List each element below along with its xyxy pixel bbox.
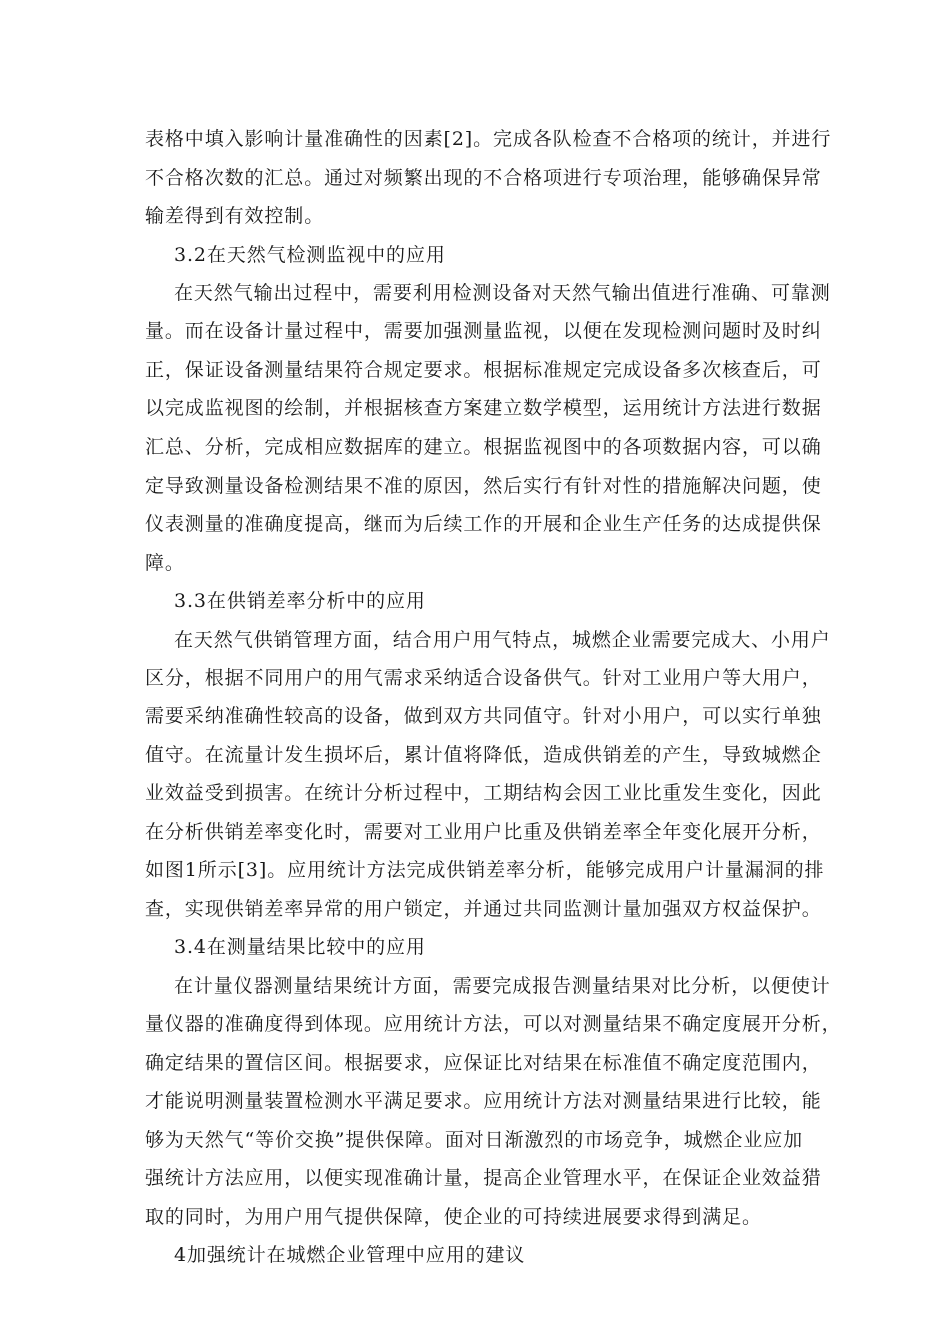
- section-heading-3-4: 3.4在测量结果比较中的应用: [174, 936, 426, 958]
- body-text-line: 不合格次数的汇总。通过对频繁出现的不合格项进行专项治理，能够确保异常: [145, 167, 822, 189]
- body-text-line: 量。而在设备计量过程中，需要加强测量监视，以便在发现检测问题时及时纠: [145, 320, 822, 342]
- body-text-line: 在天然气供销管理方面，结合用户用气特点，城燃企业需要完成大、小用户: [174, 629, 831, 651]
- body-text-line: 值守。在流量计发生损坏后，累计值将降低，造成供销差的产生，导致城燃企: [145, 744, 822, 766]
- body-text-line: 以完成监视图的绘制，并根据核查方案建立数学模型，运用统计方法进行数据: [145, 397, 822, 419]
- body-text-line: 量仪器的准确度得到体现。应用统计方法，可以对测量结果不确定度展开分析，: [145, 1013, 842, 1035]
- body-text-line: 仪表测量的准确度提高，继而为后续工作的开展和企业生产任务的达成提供保: [145, 513, 822, 535]
- body-text-line: 才能说明测量装置检测水平满足要求。应用统计方法对测量结果进行比较，能: [145, 1090, 822, 1112]
- body-text-line: 在分析供销差率变化时，需要对工业用户比重及供销差率全年变化展开分析，: [145, 821, 822, 843]
- body-text-line: 障。: [145, 552, 185, 574]
- body-text-line: 查，实现供销差率异常的用户锁定，并通过共同监测计量加强双方权益保护。: [145, 898, 822, 920]
- section-heading-3-2: 3.2在天然气检测监视中的应用: [174, 244, 446, 266]
- body-text-line: 需要采纳准确性较高的设备，做到双方共同值守。针对小用户，可以实行单独: [145, 705, 822, 727]
- body-text-line: 如图1所示[3]。应用统计方法完成供销差率分析，能够完成用户计量漏洞的排: [145, 859, 825, 881]
- body-text-line: 汇总、分析，完成相应数据库的建立。根据监视图中的各项数据内容，可以确: [145, 436, 822, 458]
- body-text-line: 业效益受到损害。在统计分析过程中，工期结构会因工业比重发生变化，因此: [145, 782, 822, 804]
- body-text-line: 取的同时，为用户用气提供保障，使企业的可持续进展要求得到满足。: [145, 1206, 762, 1228]
- body-text-line: 区分，根据不同用户的用气需求采纳适合设备供气。针对工业用户等大用户，: [145, 667, 822, 689]
- body-text-line: 输差得到有效控制。: [145, 205, 325, 227]
- body-text-line: 确定结果的置信区间。根据要求，应保证比对结果在标准值不确定度范围内，: [145, 1052, 822, 1074]
- body-text-line: 表格中填入影响计量准确性的因素[2]。完成各队检查不合格项的统计，并进行: [145, 128, 832, 150]
- body-text-line: 定导致测量设备检测结果不准的原因，然后实行有针对性的措施解决问题，使: [145, 475, 822, 497]
- body-text-line: 够为天然气“等价交换”提供保障。面对日渐激烈的市场竞争，城燃企业应加: [145, 1129, 804, 1151]
- body-text-line: 正，保证设备测量结果符合规定要求。根据标准规定完成设备多次核查后，可: [145, 359, 822, 381]
- body-text-line: 强统计方法应用，以便实现准确计量，提高企业管理水平，在保证企业效益猎: [145, 1167, 822, 1189]
- section-heading-3-3: 3.3在供销差率分析中的应用: [174, 590, 426, 612]
- body-text-line: 在天然气输出过程中，需要利用检测设备对天然气输出值进行准确、可靠测: [174, 282, 831, 304]
- body-text-line: 在计量仪器测量结果统计方面，需要完成报告测量结果对比分析，以便使计: [174, 975, 831, 997]
- section-heading-4: 4加强统计在城燃企业管理中应用的建议: [174, 1244, 526, 1266]
